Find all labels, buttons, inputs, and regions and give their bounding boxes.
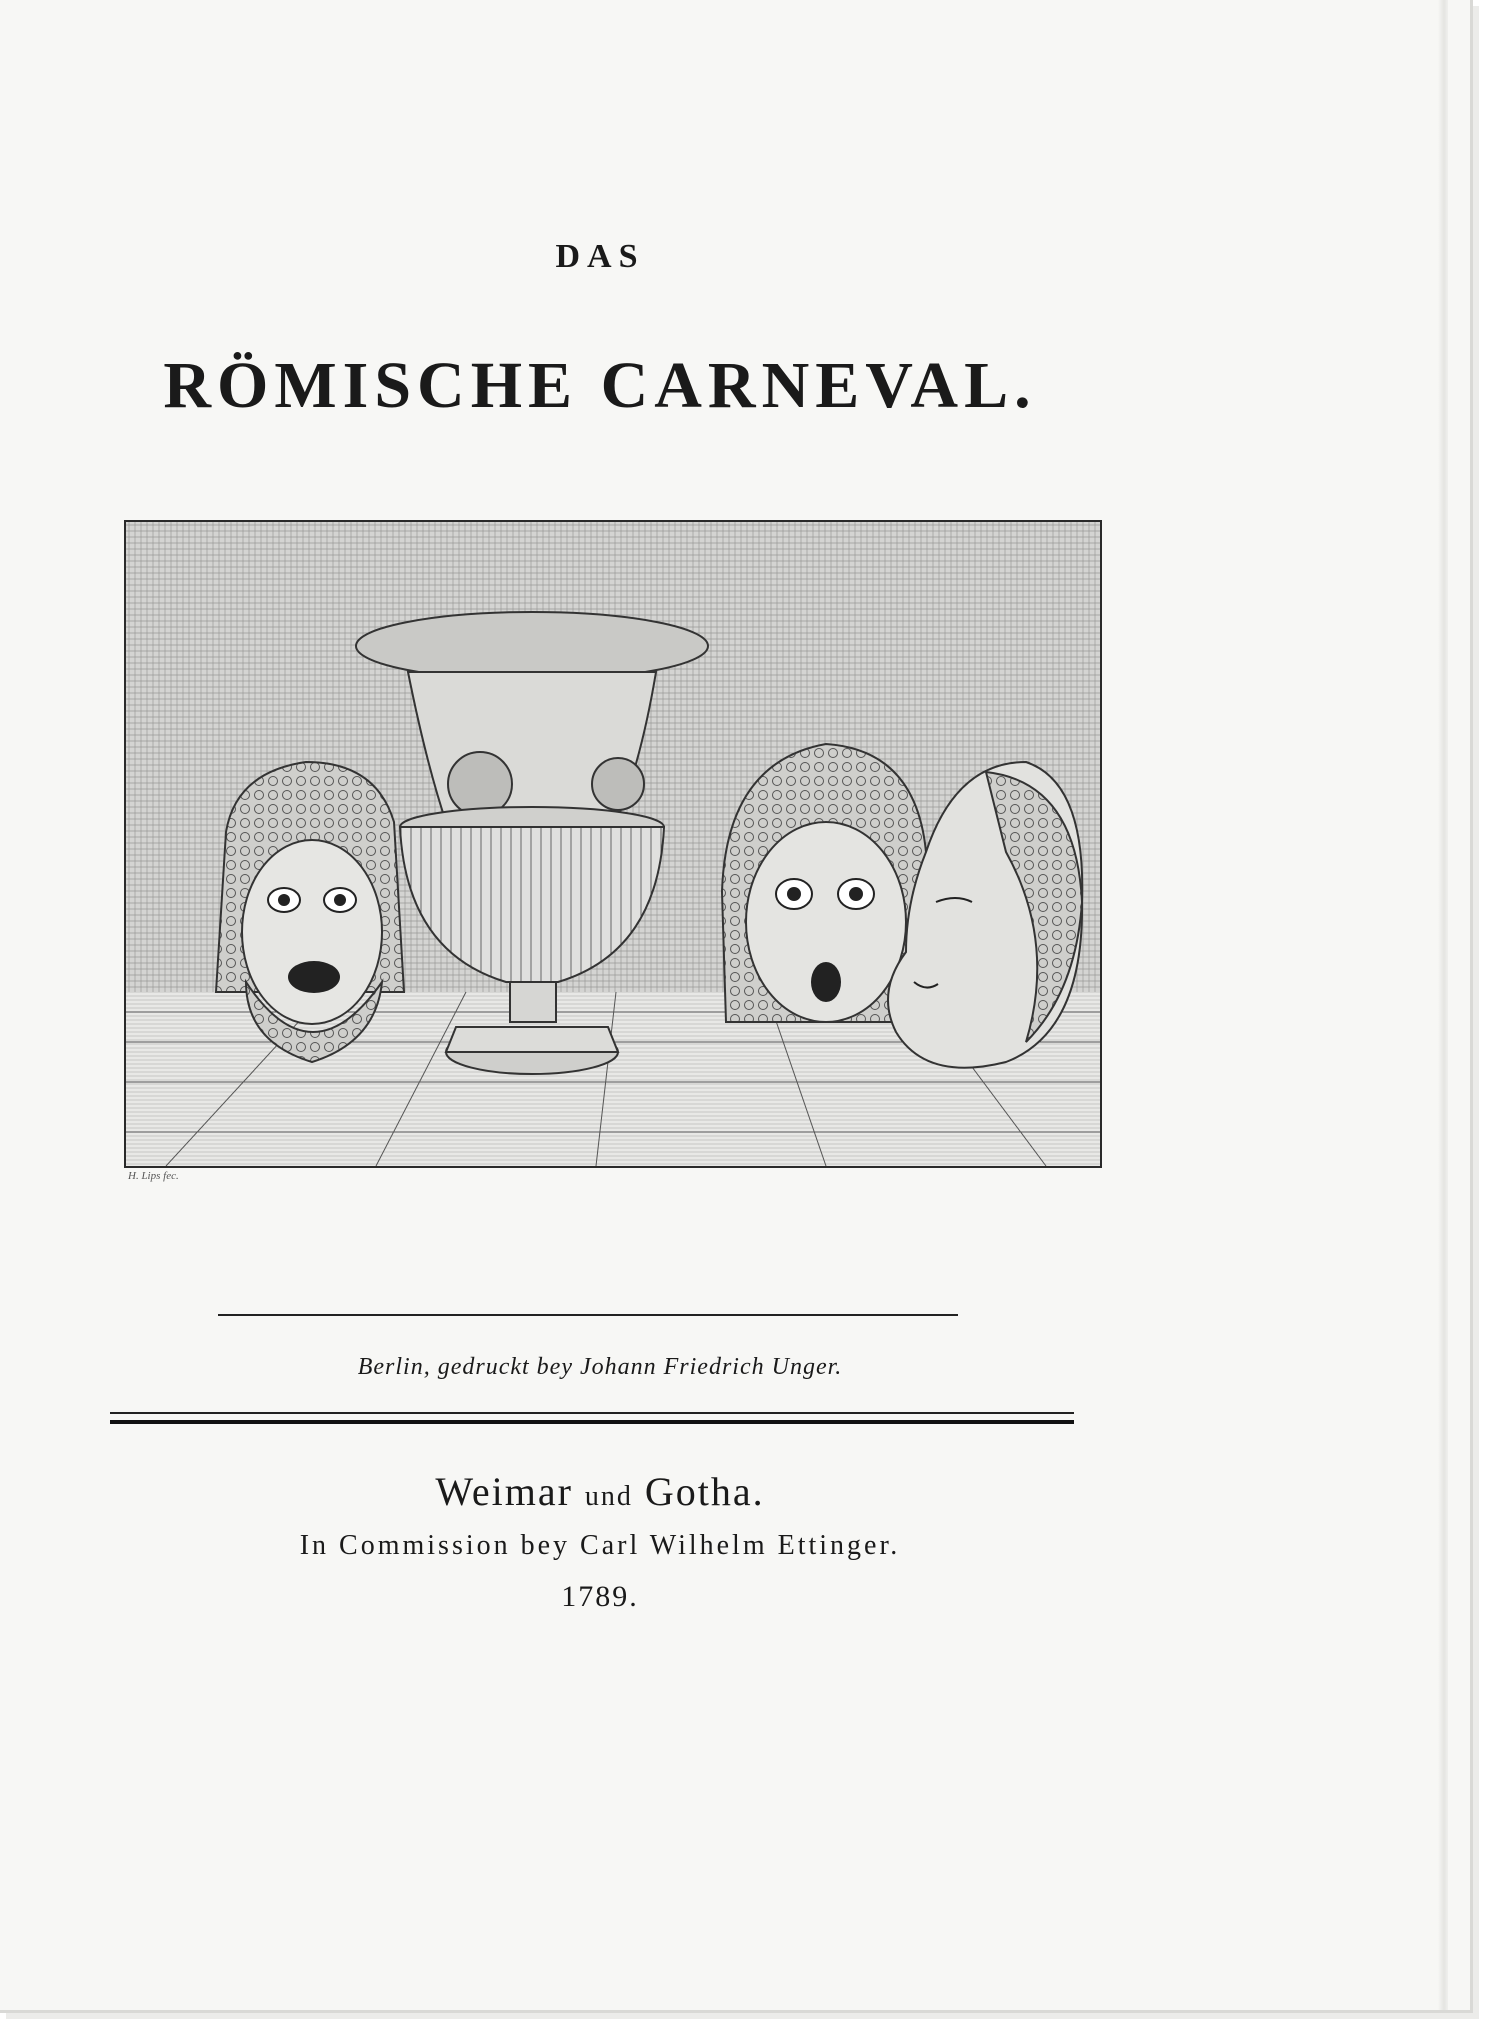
divider-thin [218,1314,958,1316]
printer-imprint: Berlin, gedruckt bey Johann Friedrich Unger. [357,1354,843,1380]
place-weimar: Weimar [435,1469,573,1514]
divider-double [110,1412,1074,1424]
publication-year: 1789. [561,1580,639,1613]
engraver-signature: H. Lips fec. [128,1170,179,1182]
page-edge [1438,0,1448,2010]
title-main: RÖMISCHE CARNEVAL. [163,349,1037,422]
place-gotha: Gotha. [644,1469,765,1514]
place-und: und [584,1481,633,1512]
publisher-place [0,1468,1200,1515]
commission-line: In Commission bey Carl Wilhelm Ettinger. [299,1530,901,1561]
engraving-masks-vase [126,522,1100,1166]
engraving-plate [124,520,1102,1168]
title-das: DAS [555,238,645,275]
